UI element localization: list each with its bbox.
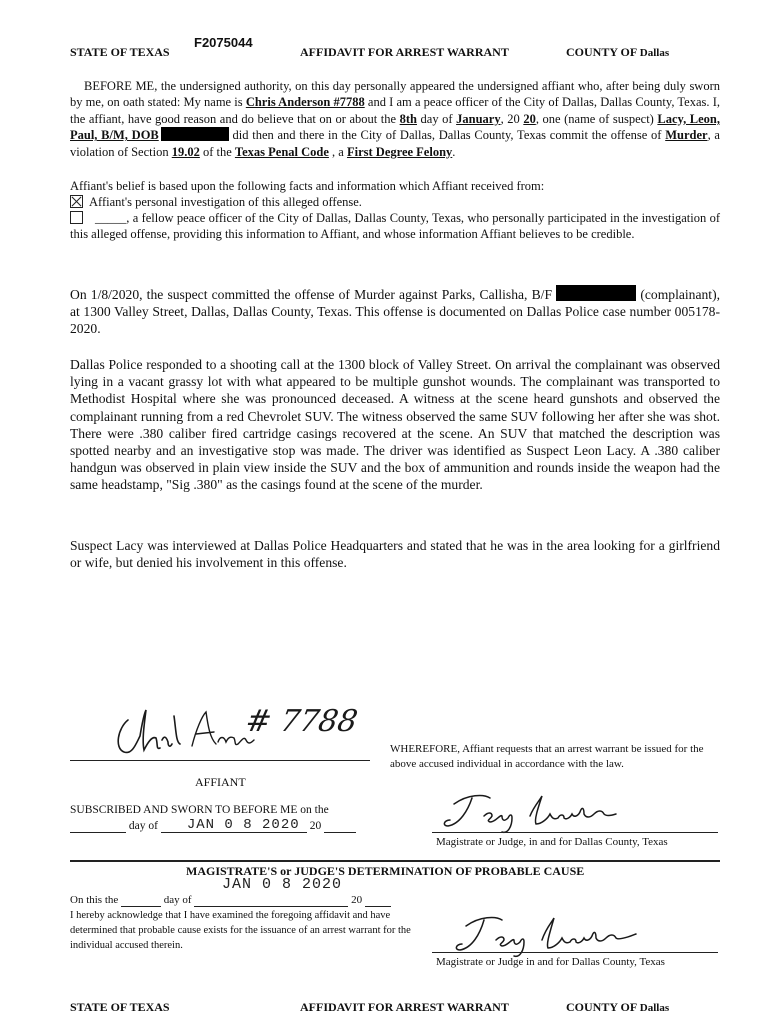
belief-option-personal-label: Affiant's personal investigation of this alleged offense.	[89, 195, 362, 209]
judge-signature-1	[438, 786, 638, 836]
footer-county-label: COUNTY OF	[566, 1000, 637, 1014]
magistrate-label-1: Magistrate or Judge, in and for Dallas County, Texas	[436, 836, 668, 848]
offense-name: Murder	[665, 128, 708, 143]
facts-paragraph-1	[70, 285, 720, 338]
determination-year-prefix: 20	[351, 894, 363, 906]
affiant-signature	[110, 700, 370, 760]
header-county	[566, 45, 669, 60]
section-divider	[70, 860, 720, 862]
penal-code: Texas Penal Code	[234, 144, 329, 159]
determination-date-line	[70, 894, 391, 907]
magistrate-signature-line	[432, 832, 718, 833]
belief-option-officer	[70, 210, 720, 243]
redaction-box	[556, 285, 636, 301]
felony-degree: First Degree Felony	[346, 144, 453, 159]
affiant-name: Chris Anderson #7788	[245, 95, 365, 110]
determination-heading: MAGISTRATE'S or JUDGE'S DETERMINATION OF PROBABLE CAUSE	[186, 864, 585, 878]
sworn-date-stamp: JAN 0 8 2020	[186, 817, 300, 833]
blank-line	[194, 894, 348, 907]
offense-section: 19.02	[171, 144, 200, 159]
sworn-year-prefix: 20	[309, 820, 322, 832]
intro-text: , one (name of suspect)	[535, 111, 658, 126]
facts-text: On 1/8/2020, the suspect committed the offense of Murder against Parks, Callisha, B/F	[70, 287, 557, 302]
intro-text: , a	[328, 144, 347, 159]
header-county-name: Dallas	[639, 47, 670, 59]
offense-month: January	[456, 111, 501, 126]
determination-text: I hereby acknowledge that I have examined the foregoing affidavit and have determined that probable cause exists for the issuance of an arrest warrant for the individual accused therein.	[70, 910, 411, 951]
footer-county	[566, 1000, 669, 1015]
header-title: AFFIDAVIT FOR ARREST WARRANT	[300, 45, 509, 59]
belief-option-officer-label: , a fellow peace officer of the City of Dallas, Dallas County, Texas, who personally participated in the investigation of this alleged offense, providing this information to Affiant, and whose information Affiant believes to be credible.	[70, 211, 720, 242]
sworn-day-of: day of	[128, 820, 158, 832]
facts-paragraph-2: Dallas Police responded to a shooting call at the 1300 block of Valley Street. On arrival the complainant was observed lying in a vacant grassy lot with what appeared to be multiple gunshot wounds. The complainant was transported to Methodist Hospital where she was pronounced deceased. A witness at the scene heard gunshots and observed the complainant running from a red Chevrolet SUV. The witness observed the same SUV following her after she was shot. There were .380 caliber fired cartridge casings recovered at the scene. An SUV that matched the description was spotted nearby and an investigative stop was made. The driver was identified as Suspect Leon Lacy. A .380 caliber handgun was observed in plain view inside the SUV and the box of ammunition and rounds inside the weapon had the same headstamp, "Sig .380" as the casings found at the scene of the murder.	[70, 357, 720, 493]
blank-line	[324, 820, 356, 833]
sworn-date-line	[70, 817, 356, 833]
intro-paragraph	[70, 78, 720, 160]
document-number: F2075044	[194, 35, 253, 50]
intro-text: BEFORE ME, the undersigned authority, on this day personally appeared the undersigned affiant who, after being duly sworn by me, on oath stated: My name is	[70, 79, 720, 110]
wherefore-text: WHEREFORE, Affiant requests that an arrest warrant be issued for the above accused individual in accordance with the law.	[390, 743, 704, 770]
blank-line	[121, 894, 161, 907]
unchecked-checkbox[interactable]	[70, 211, 83, 224]
affiant-label: AFFIANT	[195, 775, 246, 789]
intro-text: did then and there in the City of Dallas, Dallas County, Texas commit the offense of	[228, 128, 666, 143]
determination-day-of: day of	[163, 894, 192, 906]
determination-date-stamp: JAN 0 8 2020	[222, 876, 343, 893]
facts-text: (complainant), at 1300 Valley Street, Dallas, Dallas County, Texas. This offense is documented on Dallas Police case number 005178-2020.	[70, 287, 720, 337]
offense-year: 20	[523, 111, 536, 126]
redaction-box	[161, 127, 229, 141]
offense-day: 8th	[399, 111, 417, 126]
facts-paragraph-3: Suspect Lacy was interviewed at Dallas Police Headquarters and stated that he was in the area looking for a girlfriend or wife, but denied his involvement in this offense.	[70, 538, 720, 571]
header-county-label: COUNTY OF	[566, 45, 637, 59]
determination-on-this: On this the	[70, 894, 119, 906]
header-state: STATE OF TEXAS	[70, 45, 170, 59]
footer-title: AFFIDAVIT FOR ARREST WARRANT	[300, 1000, 509, 1014]
affiant-signature-line	[70, 760, 370, 761]
intro-text: .	[452, 144, 456, 159]
blank-line	[70, 820, 126, 833]
belief-option-personal	[70, 195, 362, 210]
officer-name-blank: _____	[95, 211, 127, 225]
intro-text: and I am a peace officer of the City of Dallas, Dallas County, Texas. I, the affiant, have good reason and do believe that on or about the	[70, 95, 720, 126]
affiant-badge-handwritten: # 7788	[242, 704, 361, 739]
blank-line	[161, 817, 307, 833]
footer-state: STATE OF TEXAS	[70, 1000, 170, 1014]
intro-text: of the	[199, 144, 235, 159]
magistrate-label-2: Magistrate or Judge in and for Dallas County, Texas	[436, 956, 665, 968]
magistrate-signature-line	[432, 952, 718, 953]
blank-line	[365, 894, 391, 907]
intro-text: , 20	[500, 111, 524, 126]
intro-text: , a violation of Section	[70, 128, 720, 159]
suspect-name: Lacy, Leon, Paul, B/M, DOB	[70, 111, 720, 143]
footer-county-name: Dallas	[639, 1002, 670, 1014]
belief-heading: Affiant's belief is based upon the following facts and information which Affiant received from:	[70, 179, 545, 193]
sworn-text: SUBSCRIBED AND SWORN TO BEFORE ME on the	[70, 804, 329, 816]
intro-text: day of	[416, 111, 457, 126]
checked-checkbox[interactable]	[70, 195, 83, 208]
